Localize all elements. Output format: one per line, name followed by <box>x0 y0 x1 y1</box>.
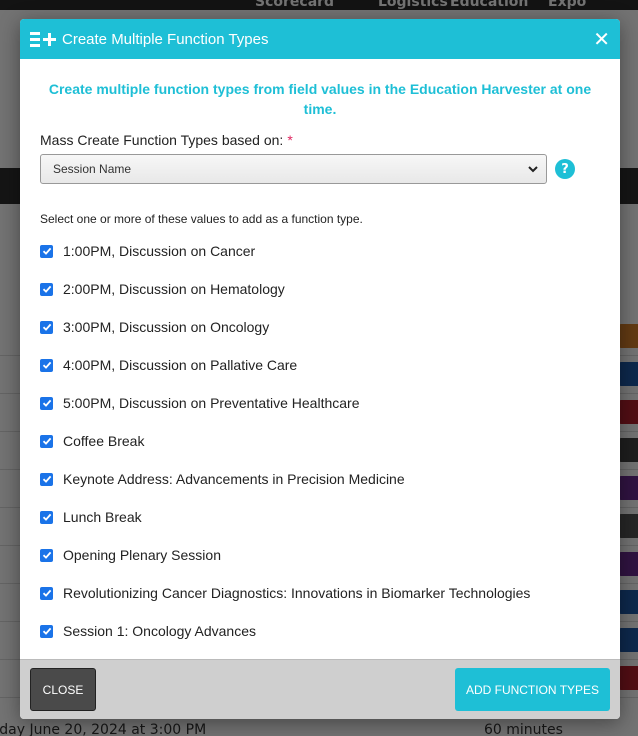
checkmark-icon <box>42 474 52 484</box>
option-checkbox[interactable] <box>40 359 53 372</box>
option-item[interactable] <box>40 612 600 650</box>
option-label: 2:00PM, Discussion on Hematology <box>63 281 285 297</box>
option-item[interactable] <box>40 498 600 536</box>
option-item[interactable] <box>40 536 600 574</box>
option-list <box>40 232 600 650</box>
option-label: Keynote Address: Advancements in Precision Medicine <box>63 471 405 487</box>
checkmark-icon <box>42 512 52 522</box>
select-value: Session Name <box>53 162 132 176</box>
checkmark-icon <box>42 284 52 294</box>
option-label: 5:00PM, Discussion on Preventative Healthcare <box>63 395 360 411</box>
option-checkbox[interactable] <box>40 587 53 600</box>
option-label: Revolutionizing Cancer Diagnostics: Innovations in Biomarker Technologies <box>63 585 531 601</box>
option-item[interactable] <box>40 232 600 270</box>
intro-text: Create multiple function types from field values in the Education Harvester at one time. <box>48 81 592 117</box>
checkmark-icon <box>42 626 52 636</box>
checkmark-icon <box>42 588 52 598</box>
option-checkbox[interactable] <box>40 435 53 448</box>
option-label: Coffee Break <box>63 433 145 449</box>
option-item[interactable] <box>40 460 600 498</box>
checkmark-icon <box>42 360 52 370</box>
checkmark-icon <box>42 322 52 332</box>
create-function-types-modal <box>20 19 620 719</box>
modal-title: Create Multiple Function Types <box>62 30 269 48</box>
option-checkbox[interactable] <box>40 511 53 524</box>
option-item[interactable] <box>40 270 600 308</box>
option-checkbox[interactable] <box>40 473 53 486</box>
option-checkbox[interactable] <box>40 245 53 258</box>
checkmark-icon <box>42 550 52 560</box>
option-item[interactable] <box>40 574 600 612</box>
modal-body <box>20 59 620 679</box>
option-item[interactable] <box>40 422 600 460</box>
option-item[interactable] <box>40 346 600 384</box>
checkmark-icon <box>42 398 52 408</box>
option-label: Lunch Break <box>63 509 142 525</box>
option-item[interactable] <box>40 384 600 422</box>
option-label: Session 1: Oncology Advances <box>63 623 257 639</box>
select-row <box>40 154 600 184</box>
mass-create-label <box>40 132 600 148</box>
help-icon[interactable]: ? <box>555 159 575 179</box>
close-icon[interactable]: ✕ <box>593 27 610 51</box>
add-function-types-button[interactable]: ADD FUNCTION TYPES <box>455 668 610 711</box>
option-label: 3:00PM, Discussion on Oncology <box>63 319 270 335</box>
option-label: 1:00PM, Discussion on Cancer <box>63 243 256 259</box>
list-add-icon <box>30 30 56 48</box>
option-label: 4:00PM, Discussion on Pallative Care <box>63 357 298 373</box>
modal-header <box>20 19 620 59</box>
option-checkbox[interactable] <box>40 625 53 638</box>
option-checkbox[interactable] <box>40 283 53 296</box>
checkmark-icon <box>42 436 52 446</box>
option-item[interactable] <box>40 308 600 346</box>
option-label: Opening Plenary Session <box>63 547 221 563</box>
modal-footer <box>20 659 620 719</box>
checkmark-icon <box>42 246 52 256</box>
mass-create-select[interactable] <box>40 154 547 184</box>
option-checkbox[interactable] <box>40 321 53 334</box>
required-marker: * <box>287 132 293 148</box>
mass-create-label-text: Mass Create Function Types based on: <box>40 132 284 148</box>
option-checkbox[interactable] <box>40 397 53 410</box>
chevron-down-icon <box>526 162 540 176</box>
instruction-text: Select one or more of these values to add as a function type. <box>40 212 363 226</box>
option-checkbox[interactable] <box>40 549 53 562</box>
close-button[interactable]: CLOSE <box>30 668 96 711</box>
